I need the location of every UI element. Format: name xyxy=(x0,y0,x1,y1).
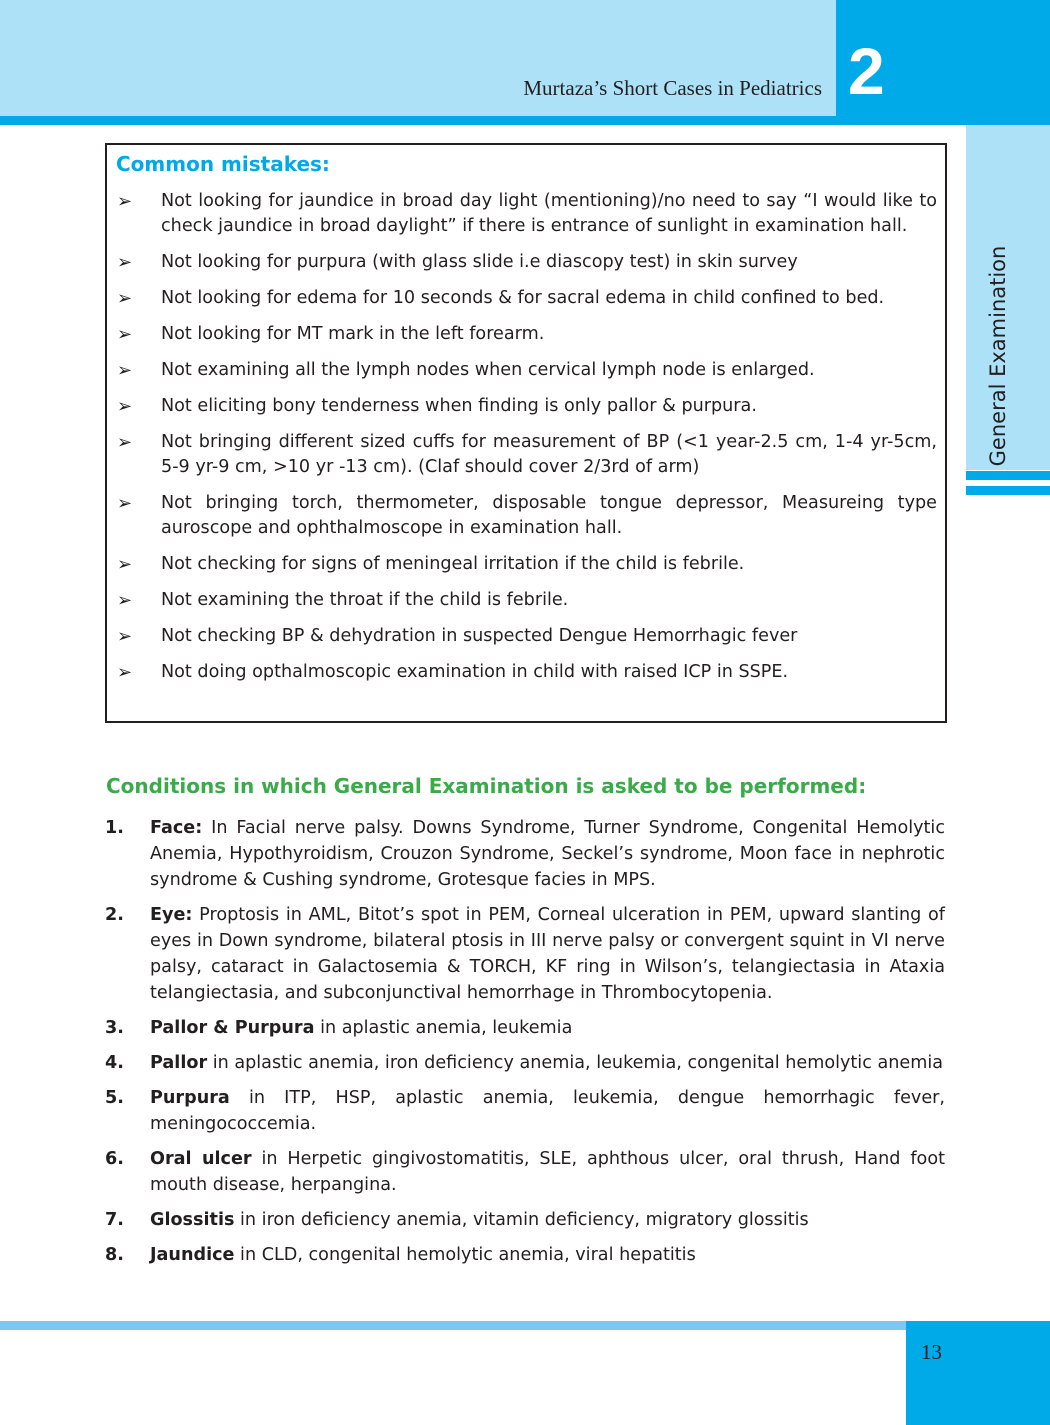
condition-text: in Herpetic gingivostomatitis, SLE, aphthous ulcer, oral thrush, Hand foot mouth disease, herpangina. xyxy=(150,1149,945,1195)
mistake-text: Not looking for MT mark in the left forearm. xyxy=(161,324,545,344)
side-rule xyxy=(966,471,1050,480)
list-item xyxy=(107,394,945,419)
condition-term: Jaundice xyxy=(150,1245,235,1265)
condition-text: Proptosis in AML, Bitot’s spot in PEM, Corneal ulceration in PEM, upward slanting of eyes in Down syndrome, bilateral ptosis in III nerve palsy or convergent squint in VI nerve palsy, cataract in Galactosemia & TORCH, KF ring in Wilson’s, telangiectasia in Ataxia telangiectasia, and subconjunctival hemorrhage in Thrombocytopenia. xyxy=(150,905,945,1003)
list-item xyxy=(105,1242,945,1268)
arrow-bullet-icon: ➢ xyxy=(117,396,133,417)
header-rule xyxy=(0,116,1050,125)
arrow-bullet-icon: ➢ xyxy=(117,324,133,345)
condition-number: 7. xyxy=(105,1210,124,1230)
arrow-bullet-icon: ➢ xyxy=(117,252,133,273)
arrow-bullet-icon: ➢ xyxy=(117,590,133,611)
condition-number: 3. xyxy=(105,1018,124,1038)
condition-number: 5. xyxy=(105,1088,124,1108)
condition-text: in iron deficiency anemia, vitamin deficiency, migratory glossitis xyxy=(234,1210,809,1230)
list-item xyxy=(107,491,945,541)
list-item xyxy=(107,358,945,383)
arrow-bullet-icon: ➢ xyxy=(117,554,133,575)
condition-term: Oral ulcer xyxy=(150,1149,252,1169)
condition-number: 4. xyxy=(105,1053,124,1073)
page-number: 13 xyxy=(921,1340,942,1364)
side-tab-label: General Examination xyxy=(986,245,1010,467)
list-item xyxy=(105,1085,945,1137)
list-item xyxy=(105,815,945,893)
chapter-number: 2 xyxy=(848,34,883,108)
condition-number: 2. xyxy=(105,905,124,925)
arrow-bullet-icon: ➢ xyxy=(117,191,133,212)
footer-block xyxy=(906,1321,1050,1425)
common-mistakes-list xyxy=(107,189,945,696)
arrow-bullet-icon: ➢ xyxy=(117,360,133,381)
condition-number: 6. xyxy=(105,1149,124,1169)
conditions-heading: Conditions in which General Examination is asked to be performed: xyxy=(106,774,867,798)
mistake-text: Not eliciting bony tenderness when finding is only pallor & purpura. xyxy=(161,396,757,416)
condition-text: In Facial nerve palsy. Downs Syndrome, Turner Syndrome, Congenital Hemolytic Anemia, Hypothyroidism, Crouzon Syndrome, Seckel’s syndrome, Moon face in nephrotic syndrome & Cushing syndrome, Grotesque facies in MPS. xyxy=(150,818,945,890)
list-item xyxy=(107,588,945,613)
mistake-text: Not examining all the lymph nodes when cervical lymph node is enlarged. xyxy=(161,360,815,380)
list-item xyxy=(105,1146,945,1198)
list-item xyxy=(107,250,945,275)
condition-term: Glossitis xyxy=(150,1210,235,1230)
list-item xyxy=(105,1050,945,1076)
mistake-text: Not looking for edema for 10 seconds & for sacral edema in child confined to bed. xyxy=(161,288,885,308)
common-mistakes-heading: Common mistakes: xyxy=(116,152,330,176)
list-item xyxy=(107,624,945,649)
condition-text: in aplastic anemia, leukemia xyxy=(314,1018,573,1038)
mistake-text: Not doing opthalmoscopic examination in child with raised ICP in SSPE. xyxy=(161,662,789,682)
arrow-bullet-icon: ➢ xyxy=(117,626,133,647)
mistake-text: Not looking for purpura (with glass slide i.e diascopy test) in skin survey xyxy=(161,252,798,272)
mistake-text: Not examining the throat if the child is febrile. xyxy=(161,590,569,610)
condition-number: 1. xyxy=(105,818,124,838)
footer-rule xyxy=(0,1321,1050,1330)
list-item xyxy=(107,430,945,480)
condition-term: Face: xyxy=(150,818,203,838)
list-item xyxy=(107,322,945,347)
mistake-text: Not bringing different sized cuffs for measurement of BP (<1 year-2.5 cm, 1-4 yr-5cm, 5-9 yr-9 cm, >10 yr -13 cm). (Claf should cover 2/3rd of arm) xyxy=(161,432,937,477)
condition-term: Eye: xyxy=(150,905,193,925)
mistake-text: Not checking for signs of meningeal irritation if the child is febrile. xyxy=(161,554,745,574)
list-item xyxy=(105,902,945,1006)
conditions-list xyxy=(105,815,945,1277)
arrow-bullet-icon: ➢ xyxy=(117,432,133,453)
side-rule xyxy=(966,486,1050,495)
condition-term: Pallor & Purpura xyxy=(150,1018,315,1038)
common-mistakes-box xyxy=(105,143,947,723)
list-item xyxy=(107,552,945,577)
list-item xyxy=(105,1207,945,1233)
mistake-text: Not bringing torch, thermometer, disposable tongue depressor, Measureing type auroscope and ophthalmoscope in examination hall. xyxy=(161,493,937,538)
condition-term: Pallor xyxy=(150,1053,208,1073)
mistake-text: Not looking for jaundice in broad day light (mentioning)/no need to say “I would like to check jaundice in broad daylight” if there is entrance of sunlight in examination hall. xyxy=(161,191,937,236)
condition-text: in ITP, HSP, aplastic anemia, leukemia, dengue hemorrhagic fever, meningococcemia. xyxy=(150,1088,945,1134)
condition-number: 8. xyxy=(105,1245,124,1265)
list-item xyxy=(105,1015,945,1041)
condition-term: Purpura xyxy=(150,1088,230,1108)
list-item xyxy=(107,286,945,311)
list-item xyxy=(107,660,945,685)
arrow-bullet-icon: ➢ xyxy=(117,288,133,309)
arrow-bullet-icon: ➢ xyxy=(117,493,133,514)
condition-text: in CLD, congenital hemolytic anemia, viral hepatitis xyxy=(234,1245,696,1265)
list-item xyxy=(107,189,945,239)
condition-text: in aplastic anemia, iron deficiency anemia, leukemia, congenital hemolytic anemia xyxy=(207,1053,944,1073)
mistake-text: Not checking BP & dehydration in suspected Dengue Hemorrhagic fever xyxy=(161,626,798,646)
book-title: Murtaza’s Short Cases in Pediatrics xyxy=(523,76,822,100)
arrow-bullet-icon: ➢ xyxy=(117,662,133,683)
